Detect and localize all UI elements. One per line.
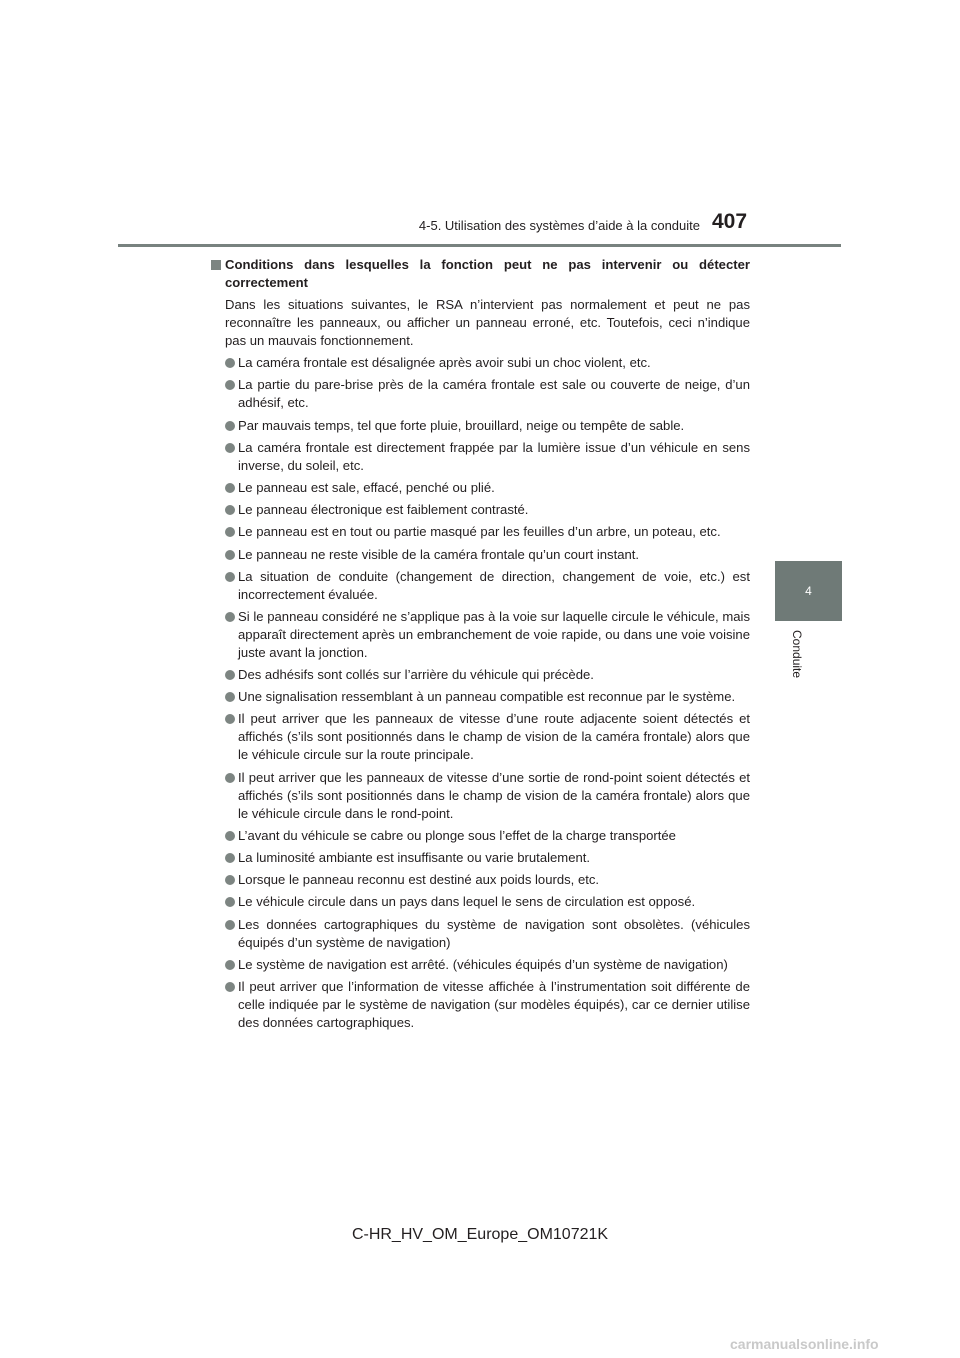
list-item-text: La luminosité ambiante est insuffisante ou varie brutalement. (238, 850, 591, 865)
list-item-text: Le panneau ne reste visible de la caméra frontale qu’un court instant. (238, 546, 640, 562)
list-item (209, 827, 750, 845)
list-item (209, 439, 750, 475)
bullet-dot-icon (225, 612, 235, 622)
section-title: 4-5. Utilisation des systèmes d’aide à la conduite (418, 218, 700, 233)
bullet-dot-icon (225, 670, 235, 680)
list-item-text: La partie du pare-brise près de la caméra frontale est sale ou couverte de neige, d’un adhésif, etc. (238, 377, 750, 411)
list-item (209, 893, 750, 911)
bullet-dot-icon (225, 358, 235, 368)
list-item-text: Le panneau est en tout ou partie masqué par les feuilles d’un arbre, un poteau, etc. (238, 524, 721, 540)
bullet-dot-icon (225, 920, 235, 930)
bullet-dot-icon (225, 572, 235, 582)
bullet-dot-icon (225, 831, 235, 841)
list-item (209, 916, 750, 952)
bullet-dot-icon (225, 483, 235, 493)
list-item-text: Il peut arriver que les panneaux de vitesse d’une route adjacente soient détectés et affichés (s’ils sont positionnés dans le champ de vision de la caméra frontale) alors que le véhicule circule sur la route principale. (238, 711, 750, 763)
bullet-dot-icon (225, 714, 235, 724)
list-item-text: Une signalisation ressemblant à un panneau compatible est reconnue par le système. (238, 689, 736, 705)
intro-paragraph: Dans les situations suivantes, le RSA n’intervient pas normalement et peut ne pas reconnaître les panneaux, ou afficher un panneau erroné, etc. Toutefois, ceci n’indique pas un mauvais fonctionnement. (225, 297, 750, 348)
list-item-text: La situation de conduite (changement de direction, changement de voie, etc.) est incorrectement évaluée. (238, 568, 750, 602)
list-item (209, 354, 750, 372)
bullet-dot-icon (225, 960, 235, 970)
list-item-text: Lorsque le panneau reconnu est destiné aux poids lourds, etc. (238, 872, 600, 888)
chapter-label: Conduite (790, 630, 804, 679)
bullet-dot-icon (225, 773, 235, 783)
bullet-dot-icon (225, 875, 235, 885)
list-item (209, 688, 750, 706)
list-item-text: Les données cartographiques du système de navigation sont obsolètes. (véhicules équipés d’un système de navigation) (238, 916, 750, 950)
list-item (209, 501, 750, 519)
bullet-dot-icon (225, 853, 235, 863)
condition-list (209, 354, 750, 1032)
chapter-number: 4 (805, 584, 812, 598)
bullet-dot-icon (225, 380, 235, 390)
list-item-text: Il peut arriver que l’information de vitesse affichée à l’instrumentation soit différente de celle indiquée par le système de navigation (sur modèles équipés), car ce dernier utilise des données cartographiques. (238, 978, 750, 1030)
list-item (209, 479, 750, 497)
list-item (209, 849, 750, 867)
list-item-text: La caméra frontale est directement frappée par la lumière issue d’un véhicule en sens inverse, du soleil, etc. (238, 439, 750, 473)
list-item-text: Il peut arriver que les panneaux de vitesse d’une sortie de rond-point soient détectés et affichés (s’ils sont positionnés dans le champ de vision de la caméra frontale) alors que le véhicule circule dans le rond-point. (238, 769, 750, 821)
bullet-dot-icon (225, 550, 235, 560)
list-item (209, 956, 750, 974)
list-item (209, 710, 750, 764)
list-item (209, 769, 750, 823)
list-item (209, 608, 750, 662)
list-item-text: Le panneau électronique est faiblement contrasté. (238, 502, 529, 518)
list-item (209, 523, 750, 541)
bullet-dot-icon (225, 505, 235, 515)
sub-heading (209, 256, 750, 292)
manual-code: C-HR_HV_OM_Europe_OM10721K (351, 1226, 609, 1243)
list-item-text: La caméra frontale est désalignée après avoir subi un choc violent, etc. (238, 355, 651, 371)
list-item (209, 871, 750, 889)
list-item (209, 417, 750, 435)
page-number: 407 (712, 210, 748, 233)
list-item (209, 568, 750, 604)
main-content (209, 256, 750, 1032)
bullet-dot-icon (225, 897, 235, 907)
header-rule (118, 244, 841, 247)
list-item-text: Si le panneau considéré ne s’applique pas à la voie sur laquelle circule le véhicule, mais apparaît directement après un embranchement de voie rapide, ou dans une voie voisine juste avant la jonction. (238, 608, 750, 660)
bullet-dot-icon (225, 421, 235, 431)
list-item (209, 666, 750, 684)
list-item-text: L’avant du véhicule se cabre ou plonge sous l’effet de la charge transportée (238, 827, 676, 843)
list-item-text: Le panneau est sale, effacé, penché ou plié. (238, 479, 495, 495)
bullet-dot-icon (225, 527, 235, 537)
list-item-text: Le système de navigation est arrêté. (véhicules équipés d’un système de navigation) (238, 956, 728, 972)
square-bullet-icon (211, 260, 221, 270)
watermark: carmanualsonline.info (730, 1336, 879, 1352)
bullet-dot-icon (225, 443, 235, 453)
list-item (209, 376, 750, 412)
bullet-dot-icon (225, 982, 235, 992)
list-item-text: Des adhésifs sont collés sur l’arrière du véhicule qui précède. (238, 667, 594, 683)
list-item-text: Le véhicule circule dans un pays dans lequel le sens de circulation est opposé. (238, 894, 696, 910)
list-item (209, 546, 750, 564)
list-item (209, 978, 750, 1032)
sub-heading-text: Conditions dans lesquelles la fonction peut ne pas intervenir ou détecter correctement (225, 257, 750, 290)
list-item-text: Par mauvais temps, tel que forte pluie, brouillard, neige ou tempête de sable. (238, 417, 685, 433)
bullet-dot-icon (225, 692, 235, 702)
chapter-tab[interactable] (775, 561, 842, 621)
